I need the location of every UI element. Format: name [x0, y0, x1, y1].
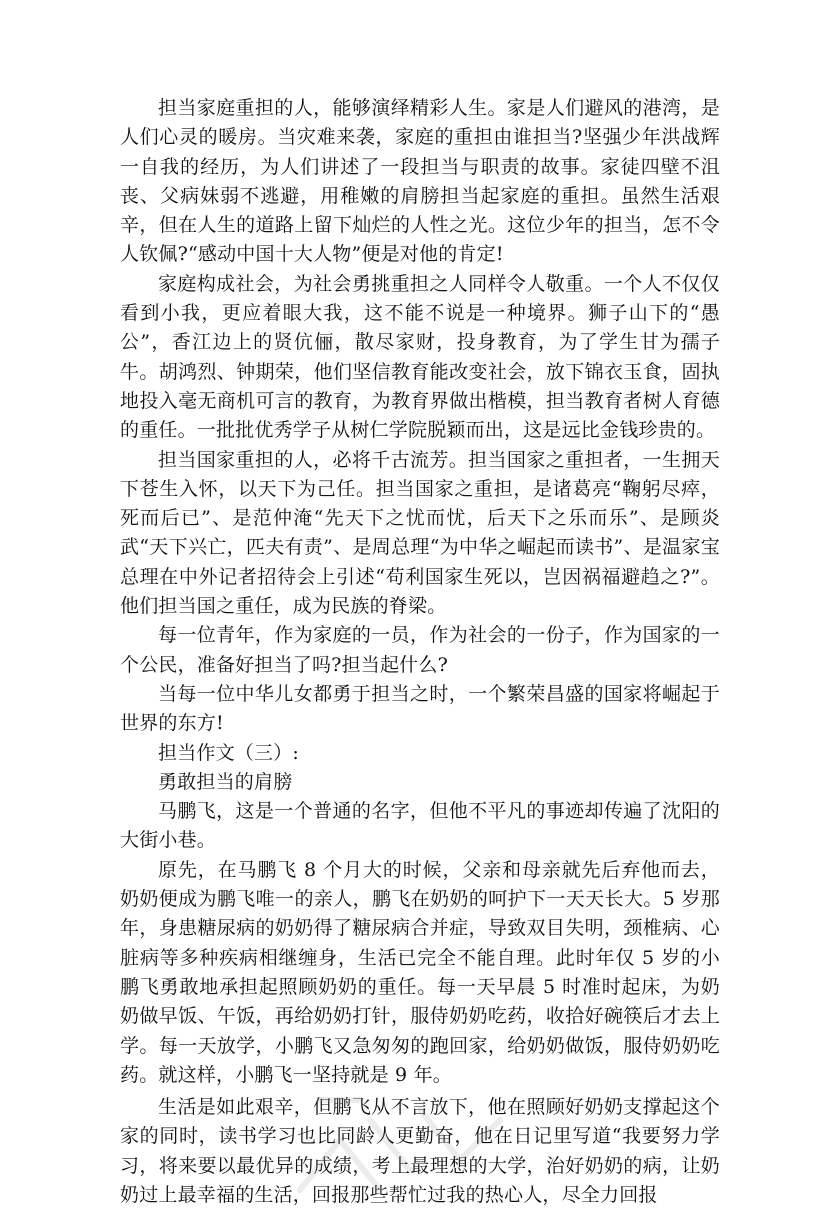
essay-title: 勇敢担当的肩膀	[158, 770, 293, 793]
paragraph: 担当家庭重担的人，能够演绎精彩人生。家是人们避风的港湾，是人们心灵的暖房。当灾难来袭，家庭的重担由谁担当?坚强少年洪战辉一自我的经历，为人们讲述了一段担当与职责的故事。家徒四壁不沮丧、父病妹弱不逃避，用稚嫩的肩膀担当起家庭的重担。虽然生活艰辛，但在人生的道路上留下灿烂的人性之光。这位少年的担当，怎不令人钦佩?“感动中国十大人物”便是对他的肯定!	[120, 97, 720, 266]
section-heading: 担当作文（三）:	[158, 741, 300, 764]
paragraph: 原先，在马鹏飞 8 个月大的时候，父亲和母亲就先后弃他而去，奶奶便成为鹏飞唯一的亲人，鹏飞在奶奶的呵护下一天天长大。5 岁那年，身患糖尿病的奶奶得了糖尿病合并症，导致双目失明，颈椎病、心脏病等多种疾病相继缠身，生活已完全不能自理。此时年仅 5 岁的小鹏飞勇敢地承担起照顾奶奶的重任。每一天早晨 5 时准时起床，为奶奶做早饭、午饭，再给奶奶打针，服侍奶奶吃药，收拾好碗筷后才去上学。每一天放学，小鹏飞又急匆匆的跑回家，给奶奶做饭，服侍奶奶吃药。就这样，小鹏飞一坚持就是 9 年。	[120, 858, 720, 1086]
paragraph: 担当国家重担的人，必将千古流芳。担当国家之重担者，一生拥天下苍生入怀，以天下为己任。担当国家之重担，是诸葛亮“鞠躬尽瘁，死而后已”、是范仲淹“先天下之忧而忧，后天下之乐而乐”、是顾炎武“天下兴亡，匹夫有责”、是周总理“为中华之崛起而读书”、是温家宝总理在中外记者招待会上引述“苟利国家生死以，岂因祸福避趋之?”。他们担当国之重任，成为民族的脊梁。	[120, 448, 720, 618]
paragraph: 每一位青年，作为家庭的一员，作为社会的一份子，作为国家的一个公民，准备好担当了吗?担当起什么?	[120, 624, 720, 676]
paragraph: 生活是如此艰辛，但鹏飞从不言放下，他在照顾好奶奶支撑起这个家的同时，读书学习也比同龄人更勤奋，他在日记里写道“我要努力学习，将来要以最优异的成绩，考上最理想的大学，治好奶奶的病，让奶奶过上最幸福的生活，回报那些帮忙过我的热心人，尽全力回报	[120, 1096, 720, 1206]
paragraph: 家庭构成社会，为社会勇挑重担之人同样令人敬重。一个人不仅仅看到小我，更应着眼大我，这不能不说是一种境界。狮子山下的“愚公”，香江边上的贤伉俪，散尽家财，投身教育，为了学生甘为孺子牛。胡鸿烈、钟期荣，他们坚信教育能改变社会，放下锦衣玉食，固执地投入毫无商机可言的教育，为教育界做出楷模，担当教育者树人育德的重任。一批批优秀学子从树仁学院脱颖而出，这是远比金钱珍贵的。	[120, 272, 720, 442]
document-body	[120, 94, 720, 1210]
paragraph: 马鹏飞，这是一个普通的名字，但他不平凡的事迹却传遍了沈阳的大街小巷。	[120, 800, 720, 852]
paragraph: 当每一位中华儿女都勇于担当之时，一个繁荣昌盛的国家将崛起于世界的东方!	[120, 682, 720, 735]
